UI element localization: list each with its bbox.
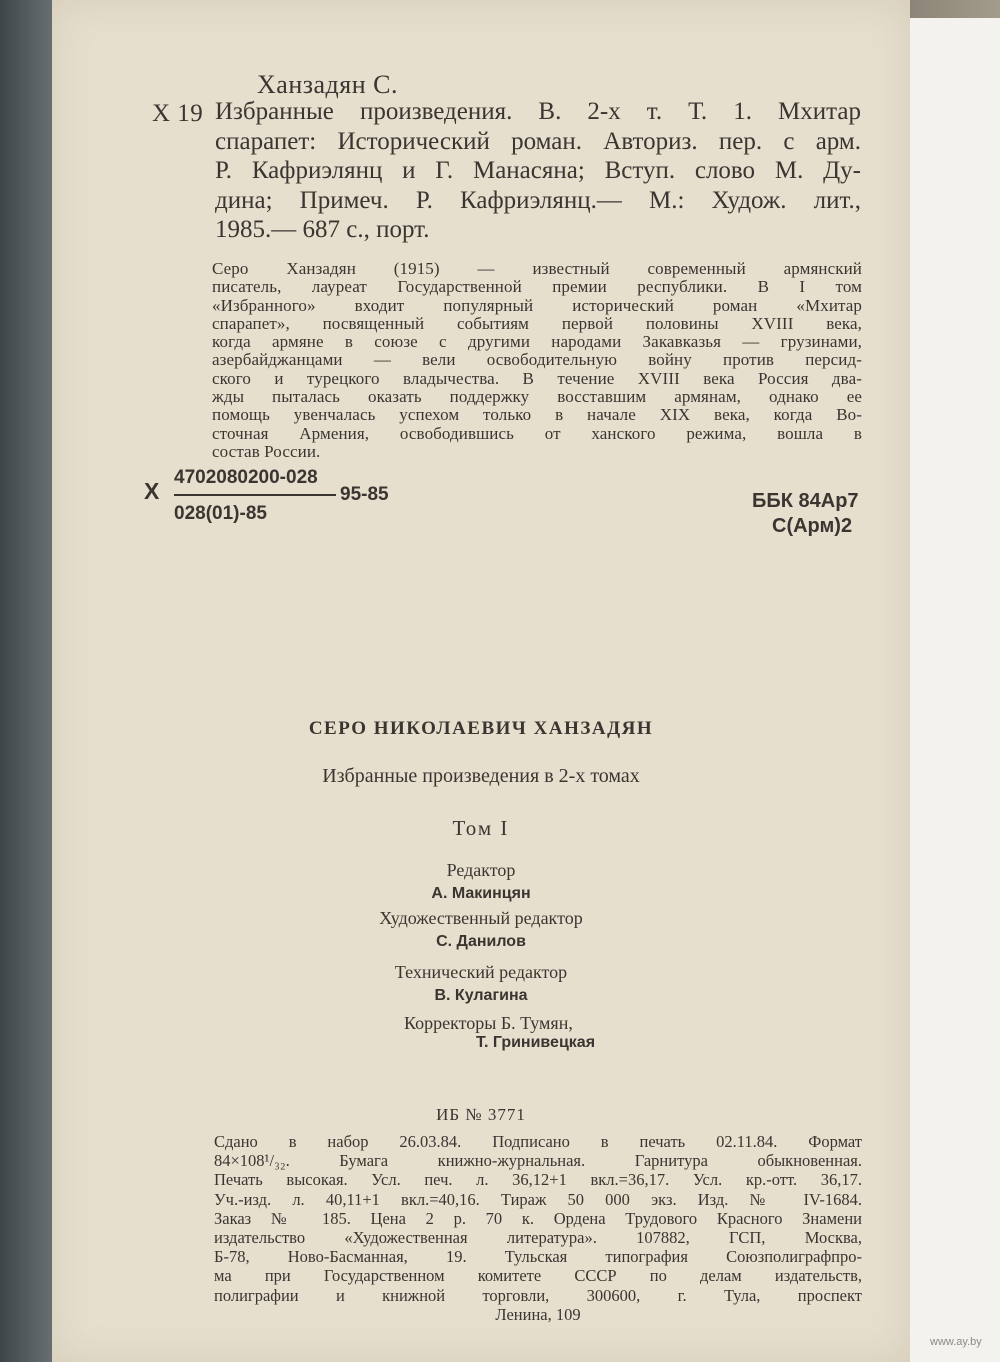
classification-denominator: 028(01)-85 xyxy=(174,503,267,524)
annotation-line: сточная Армения, освободившись от ханского режима, вошла в xyxy=(212,423,862,443)
correctors-second: Т. Гринивецкая xyxy=(476,1034,596,1051)
book-page xyxy=(52,0,910,1362)
correctors-line: Корректоры Б. Тумян, xyxy=(404,1013,573,1033)
volume-label: Том I xyxy=(452,816,510,840)
imprint-line: 84×108¹/₃₂. Бумага книжно-журнальная. Гарнитура обыкновенная. xyxy=(214,1151,862,1171)
imprint-line: Уч.-изд. л. 40,11+1 вкл.=40,16. Тираж 50 000 экз. Изд. № IV-1684. xyxy=(214,1189,862,1209)
classification-side: 95-85 xyxy=(340,484,389,505)
annotation-line: Серо Ханзадян (1915) — известный современный армянский xyxy=(212,259,862,278)
bbk-line-1: ББК 84Ар7 xyxy=(752,490,859,512)
annotation-line: помощь увенчалась успехом только в начале XIX века, когда Во- xyxy=(212,405,862,425)
annotation-line: жды пыталась оказать поддержку восставшим армянам, однако ее xyxy=(212,387,862,407)
imprint-last-line: Ленина, 109 xyxy=(495,1304,581,1324)
imprint-line: Печать высокая. Усл. печ. л. 36,12+1 вкл.=36,17. Усл. кр.-отт. 36,17. xyxy=(214,1170,862,1190)
card-line: 1985.— 687 с., порт. xyxy=(215,216,430,243)
card-author: Ханзадян С. xyxy=(257,70,398,99)
card-description xyxy=(215,97,861,245)
imprint-line: Б-78, Ново-Басманная, 19. Тульская типография Союзполиграфпро- xyxy=(214,1247,862,1267)
annotation-line: ского и турецкого владычества. В течение XVIII века Россия два- xyxy=(212,368,862,388)
fraction-line xyxy=(174,494,336,496)
tech-editor-role: Технический редактор xyxy=(394,962,568,982)
imprint-line: Заказ № 185. Цена 2 р. 70 к. Ордена Трудового Красного Знамени xyxy=(214,1208,862,1228)
imprint-line: Сдано в набор 26.03.84. Подписано в печать 02.11.84. Формат xyxy=(214,1132,862,1151)
card-line: спарапет: Исторический роман. Авториз. пер. с арм. xyxy=(215,127,861,155)
annotation-line: спарапет», посвященный событиям первой половины XVIII века, xyxy=(212,313,862,333)
annotation-line: азербайджанцами — вели освободительную войну против персид- xyxy=(212,350,862,370)
card-line: Избранные произведения. В. 2-х т. Т. 1. Мхитар xyxy=(215,98,861,125)
classification-numerator: 4702080200-028 xyxy=(174,467,318,488)
imprint xyxy=(214,1132,862,1324)
book-subtitle: Избранные произведения в 2-х томах xyxy=(322,765,640,787)
imprint-line: издательство «Художественная литература». 107882, ГСП, Москва, xyxy=(214,1228,862,1248)
annotation-line: когда армяне в союзе с другими народами Закавказья — грузинами, xyxy=(212,332,862,352)
imprint-line: ма при Государственном комитете СССР по делам издательств, xyxy=(214,1266,862,1286)
adjacent-page xyxy=(905,18,1000,1362)
bbk-line-2: С(Арм)2 xyxy=(772,515,853,537)
background-left xyxy=(0,0,60,1362)
editor-name: А. Макинцян xyxy=(431,885,531,902)
annotation-line: состав России. xyxy=(212,441,321,461)
annotation-line: «Избранного» входит популярный исторический роман «Мхитар xyxy=(212,295,862,315)
card-line: Р. Кафриэлянц и Г. Манасяна; Вступ. слово М. Ду- xyxy=(215,157,861,184)
watermark: www.ay.by xyxy=(930,1336,982,1348)
ib-number: ИБ № 3771 xyxy=(436,1105,526,1124)
editor-role: Редактор xyxy=(446,860,516,880)
imprint-line: полиграфии и книжной торговли, 300600, г. Тула, проспект xyxy=(214,1285,862,1305)
art-editor-role: Художественный редактор xyxy=(379,908,583,928)
author-full-name: СЕРО НИКОЛАЕВИЧ ХАНЗАДЯН xyxy=(308,718,654,739)
card-line: дина; Примеч. Р. Кафриэлянц.— М.: Худож. лит., xyxy=(215,186,861,214)
annotation-line: писатель, лауреат Государственной премии республики. В I том xyxy=(212,277,862,297)
tech-editor-name: В. Кулагина xyxy=(434,987,528,1004)
card-code: Х 19 xyxy=(152,100,204,127)
annotation xyxy=(212,260,862,461)
art-editor-name: С. Данилов xyxy=(436,933,526,950)
classification-letter: Х xyxy=(144,478,160,504)
